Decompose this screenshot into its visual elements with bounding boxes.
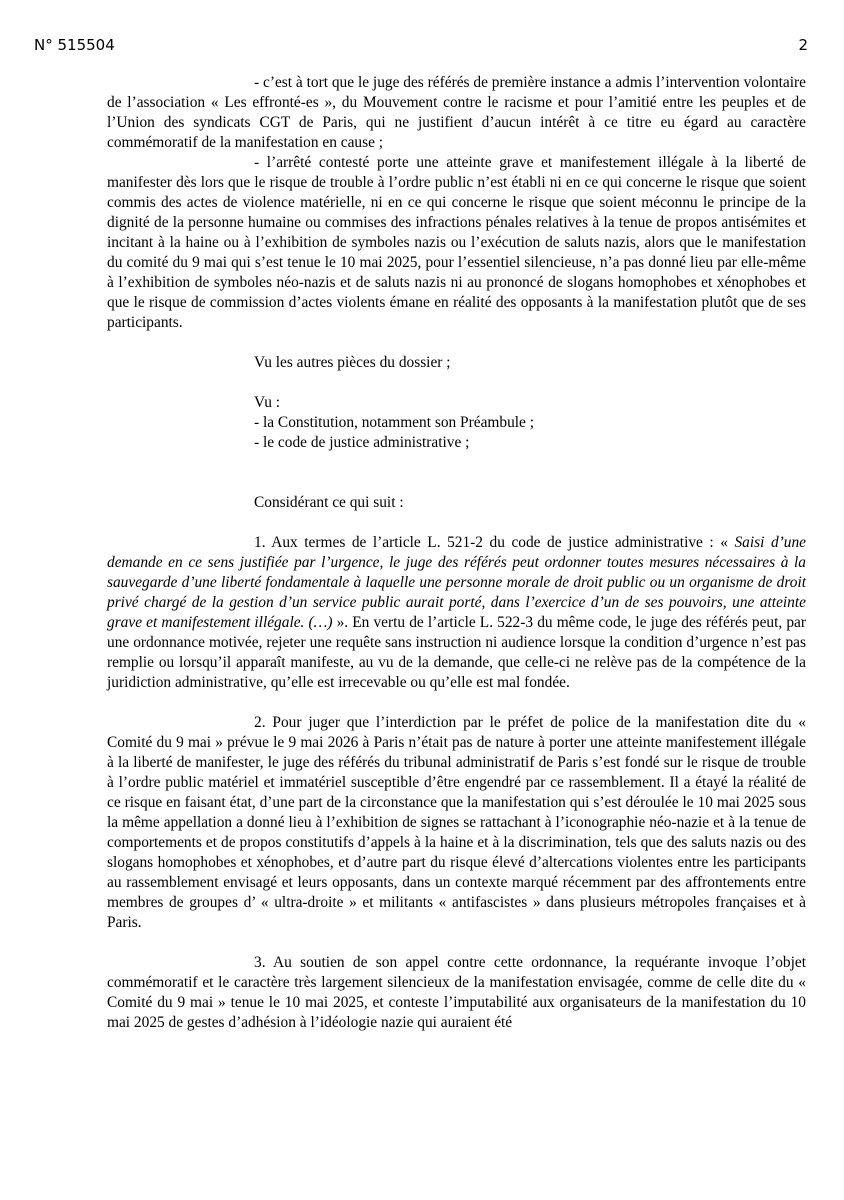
para1-end: ». En vertu de l’article L. 522-3 du même code, le juge des référés peut, par une ordonnance motivée, rejeter une requête sans instruction ni audience lorsque la condition d’urgence n’est pas remplie ou lorsqu’il apparaît manifeste, au vu de la demande, que celle-ci ne relève pas de la compétence de la juridiction administrative, qu’elle est irrecevable ou qu’elle est mal fondée. <box>107 614 806 691</box>
argument-paragraph-liberty: - l’arrêté contesté porte une atteinte grave et manifestement illégale à la liberté de manifester dès lors que le risque de trouble à l’ordre public n’est établi ni en ce qui concerne le risque que soient commis des actes de violence matérielle, ni en ce qui concerne le risque que soient méconnu le principe de la dignité de la personne humaine ou commises des infractions pénales relatives à la tenue de propos antisémites et incitant à la haine ou à l’exhibition de symboles nazis ou l’exécution de saluts nazis, alors que le manifestation du comité du 9 mai qui s’est tenue le 10 mai 2025, pour l’essentiel silencieuse, n’a pas donné lieu par elle-même à l’exhibition de symboles néo-nazis et de saluts nazis ni au prononcé de slogans homophobes et xénophobes et que le risque de commission d’actes violents émane en réalité des opposants à la manifestation plutôt que de ses participants. <box>107 154 806 331</box>
numbered-paragraph-1 <box>107 533 806 693</box>
vu-heading: Vu : <box>254 394 281 411</box>
numbered-paragraph-3: 3. Au soutien de son appel contre cette ordonnance, la requérante invoque l’objet commémoratif et le caractère très largement silencieux de la manifestation envisagée, comme de celle dite du « Comité du 9 mai » tenue le 10 mai 2025, et conteste l’imputabilité aux organisateurs de la manifestation du 10 mai 2025 de gestes d’adhésion à l’idéologie nazie qui auraient été <box>107 954 806 1031</box>
vu-item-code: - le code de justice administrative ; <box>254 434 470 451</box>
vu-item-constitution: - la Constitution, notamment son Préambule ; <box>254 414 534 431</box>
numbered-paragraph-2: 2. Pour juger que l’interdiction par le préfet de police de la manifestation dite du « Comité du 9 mai » prévue le 9 mai 2026 à Paris n’était pas de nature à porter une atteinte manifestement illégale à la liberté de manifester, le juge des référés du tribunal administratif de Paris s’est fondé sur le risque de trouble à l’ordre public matériel et immatériel susceptible d’être engendré par ce rassemblement. Il a étayé la réalité de ce risque en faisant état, d’une part de la circonstance que la manifestation qui s’est déroulée le 10 mai 2025 sous la même appellation a donné lieu à l’exhibition de signes se rattachant à l’iconographie néo-nazie et à la tenue de comportements et de propos constitutifs d’appels à la haine et à la discrimination, tels que des saluts nazis ou des slogans homophobes et xénophobes, et d’autre part du risque élevé d’altercations violentes entre les participants au rassemblement envisagé et leurs opposants, dans un contexte marqué récemment par des affrontements entre membres de groupes d’ « ultra-droite » et militants « antifascistes » dans plusieurs métropoles françaises et à Paris. <box>107 714 806 931</box>
vu-pieces-line: Vu les autres pièces du dossier ; <box>254 354 451 371</box>
document-body <box>107 73 806 1033</box>
argument-paragraph-intervention: - c’est à tort que le juge des référés de première instance a admis l’intervention volontaire de l’association « Les effronté-es », du Mouvement contre le racisme et pour l’amitié entre les peuples et de l’Union des syndicats CGT de Paris, qui ne justifient d’aucun intérêt à ce titre eu égard au caractère commémoratif de la manifestation en cause ; <box>107 74 806 151</box>
page-number: 2 <box>798 36 808 54</box>
document-number: N° 515504 <box>34 36 115 54</box>
para1-start: 1. Aux termes de l’article L. 521-2 du code de justice administrative : « <box>254 534 735 551</box>
considerant-heading: Considérant ce qui suit : <box>254 494 404 511</box>
para1-quote: Saisi d’une demande en ce sens justifiée par l’urgence, le juge des référés peut ordonner toutes mesures nécessaires à la sauvegarde d’une liberté fondamentale à laquelle une personne morale de droit public ou un organisme de droit privé chargé de la gestion d’un service public aurait porté, dans l’exercice d’un de ses pouvoirs, une atteinte grave et manifestement illégale. (…) <box>107 534 806 631</box>
